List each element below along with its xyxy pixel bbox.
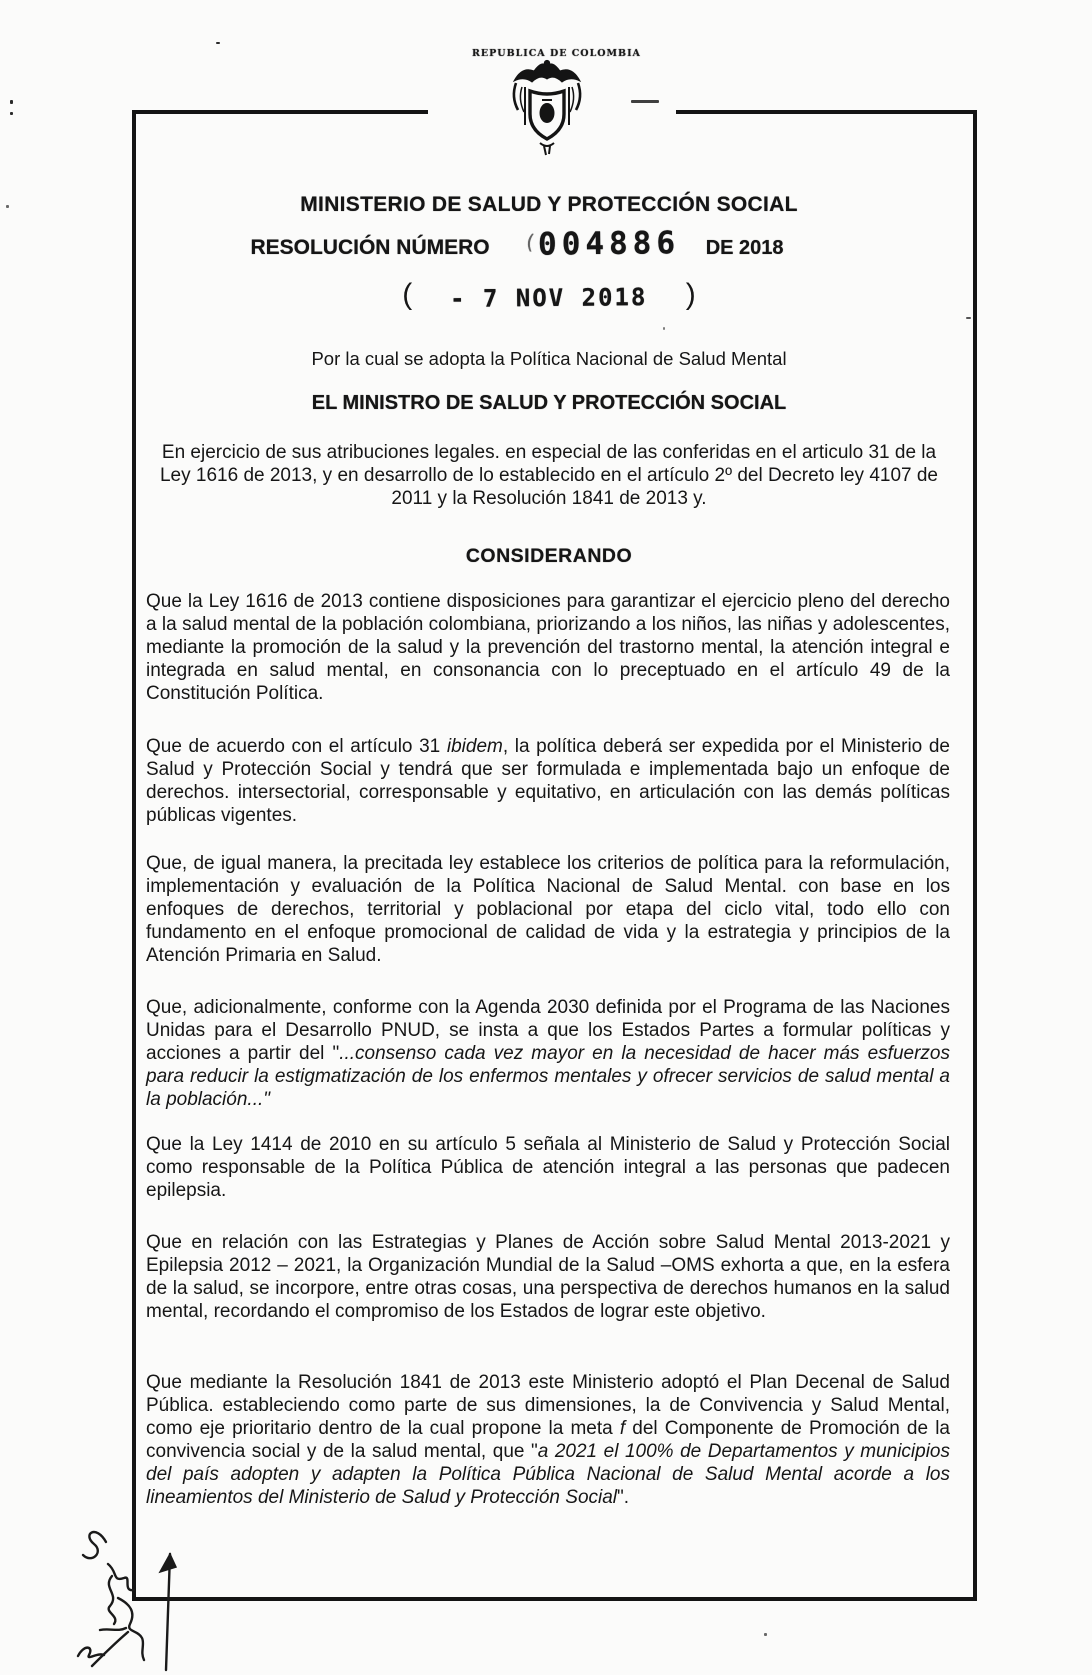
scan-speck [10, 112, 13, 115]
resolution-year-label: DE 2018 [705, 237, 784, 259]
handwritten-signature-icon [70, 1512, 210, 1675]
date-stamp: - 7 NOV 2018 [450, 283, 648, 313]
considering-paragraph-4: Que, adicionalmente, conforme con la Agenda 2030 definida por el Programa de las Naciones Unidas para el Desarrollo PNUD, se insta a que los Estados Partes a formular políticas y acciones a partir del "...consenso cada vez mayor en la necesidad de hacer más esfuerzos para reducir la estigmatización de los enfermos mentales y ofrecer servicios de salud mental a la población..." [146, 997, 950, 1110]
resolution-number-value: 004886 [537, 225, 680, 263]
resolution-number-stamp [523, 225, 679, 263]
republic-label: REPUBLICA DE COLOMBIA [472, 48, 641, 59]
issuer-title: EL MINISTRO DE SALUD Y PROTECCIÓN SOCIAL [311, 392, 787, 414]
preamble-text: En ejercicio de sus atribuciones legales. en especial de las conferidas en el articulo 31 de la Ley 1616 de 2013, y en desarrollo de lo establecido en el artículo 2º del Decreto ley 4107 de 2011 y la Resolución 1841 de 2013 y. [159, 442, 939, 509]
close-paren: ) [685, 278, 696, 311]
scan-speck [663, 327, 665, 330]
subject-line: Por la cual se adopta la Política Nacional de Salud Mental [311, 348, 787, 369]
considering-paragraph-1: Que la Ley 1616 de 2013 contiene disposiciones para garantizar el ejercicio pleno del derecho a la salud mental de la población colombiana, priorizando a los niños, las niñas y adolescentes, mediante la promoción de la salud y la prevención del trastorno mental, la atención integral e integrada en salud mental, en consonancia con lo preceptuado en el artículo 49 de la Constitución Política. [146, 591, 950, 704]
resolution-label: RESOLUCIÓN NÚMERO [250, 236, 490, 259]
resolution-number-line [114, 226, 920, 262]
stamp-artifact-mark: ( [522, 229, 538, 255]
scan-speck [764, 1633, 767, 1636]
scan-speck [216, 42, 220, 44]
colombia-coat-of-arms-icon [501, 56, 593, 156]
ministry-title: MINISTERIO DE SALUD Y PROTECCIÓN SOCIAL [300, 193, 798, 216]
scan-speck [6, 205, 9, 208]
scan-speck [966, 317, 971, 319]
date-stamp-line [146, 278, 952, 312]
considering-paragraph-5: Que la Ley 1414 de 2010 en su artículo 5 señala al Ministerio de Salud y Protección Social como responsable de la Política Pública de atención integral a las personas que padecen epilepsia. [146, 1134, 950, 1201]
scan-speck [631, 100, 659, 103]
considering-paragraph-6: Que en relación con las Estrategias y Planes de Acción sobre Salud Mental 2013-2021 y Epilepsia 2012 – 2021, la Organización Mundial de la Salud –OMS exhorta a que, en la esfera de la salud, se incorpore, entre otras cosas, una perspectiva de derechos humanos en la salud mental, recordando el compromiso de los Estados de lograr este objetivo. [146, 1232, 950, 1322]
considering-paragraph-2: Que de acuerdo con el artículo 31 ibidem, la política deberá ser expedida por el Ministerio de Salud y Protección Social y tendrá que ser formulada e implementada bajo un enfoque de derechos. intersectorial, corresponsable y equitativo, en articulación con las demás políticas públicas vigentes. [146, 736, 951, 826]
considering-paragraph-3: Que, de igual manera, la precitada ley establece los criterios de política para la reformulación, implementación y evaluación de la Política Nacional de Salud Mental. con base en los enfoques de derechos, territorial y poblacional por etapa del ciclo vital, todo ello con fundamento en el enfoque promocional de calidad de vida y la estrategia y principios de la Atención Primaria en Salud. [146, 853, 950, 966]
scan-speck [10, 100, 13, 104]
open-paren: ( [402, 278, 413, 311]
considering-heading: CONSIDERANDO [465, 545, 633, 567]
considering-paragraph-7: Que mediante la Resolución 1841 de 2013 este Ministerio adoptó el Plan Decenal de Salud Pública. estableciendo como parte de sus dimensiones, la de Convivencia y Salud Mental, como eje prioritario dentro de la cual propone la meta f del Componente de Promoción de la convivencia social y de la salud mental, que "a 2021 el 100% de Departamentos y municipios del país adopten y adapten la Política Pública Nacional de Salud Mental acorde a los lineamientos del Ministerio de Salud y Protección Social". [146, 1372, 950, 1508]
